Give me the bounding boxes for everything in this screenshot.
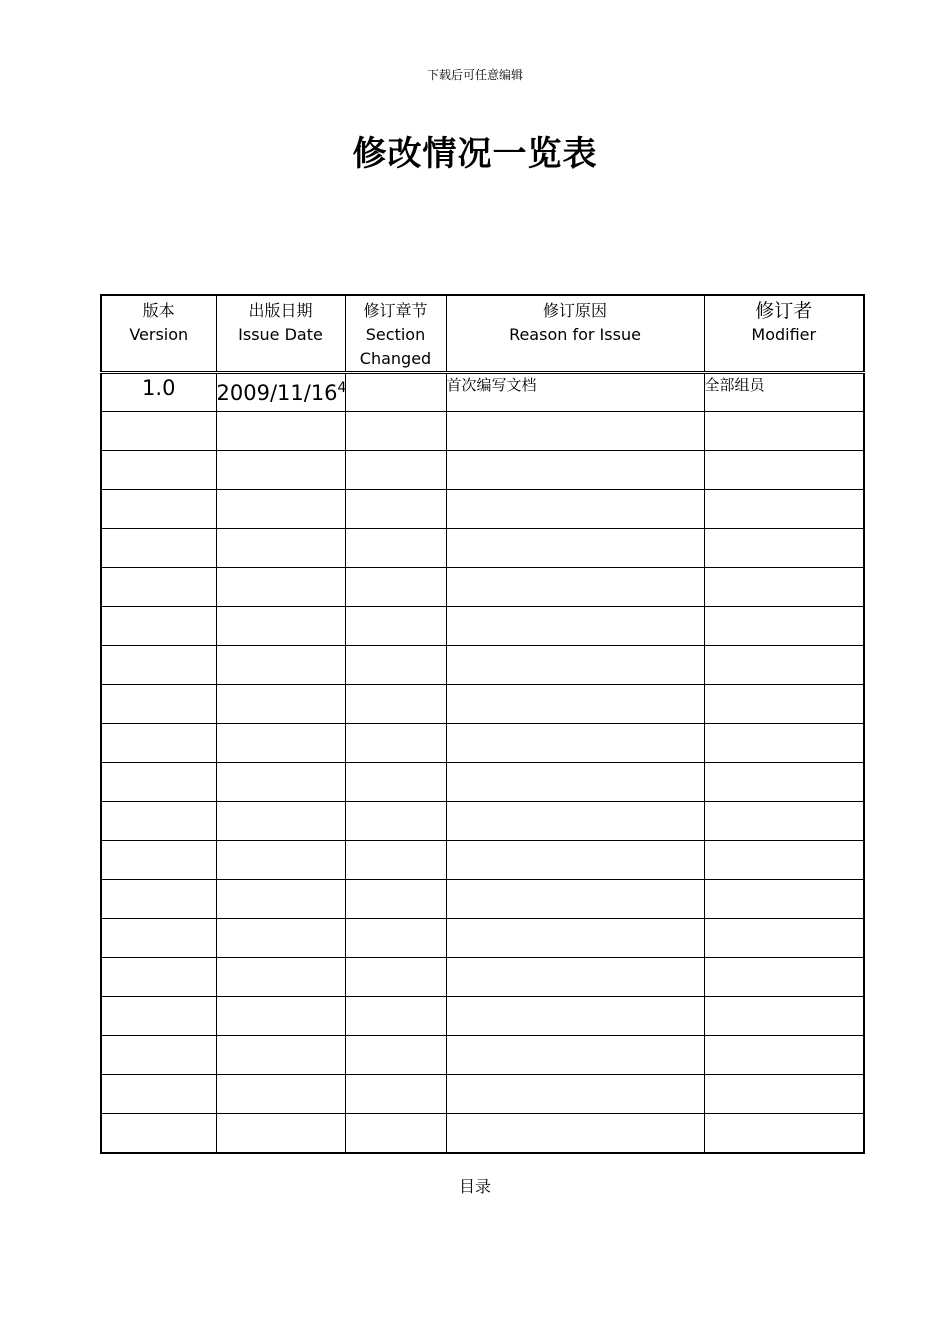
table-cell: [446, 451, 704, 490]
header-reason: 修订原因 Reason for Issue: [446, 295, 704, 373]
table-cell: [704, 685, 864, 724]
table-cell: [704, 607, 864, 646]
table-cell: [446, 412, 704, 451]
table-cell: [216, 685, 345, 724]
table-row-empty: [101, 568, 864, 607]
table-cell: [345, 529, 446, 568]
table-cell: [704, 451, 864, 490]
table-cell: [704, 841, 864, 880]
table-cell: [216, 490, 345, 529]
table-cell: [446, 1075, 704, 1114]
table-cell: [446, 724, 704, 763]
table-cell: [345, 919, 446, 958]
table-cell: [704, 997, 864, 1036]
header-note: 下载后可任意编辑: [426, 68, 523, 82]
table-row-empty: [101, 685, 864, 724]
table-cell: [345, 568, 446, 607]
page-title: 修改情况一览表: [352, 134, 598, 174]
table-cell: [345, 646, 446, 685]
header-issue-date: 出版日期 Issue Date: [216, 295, 345, 373]
table-cell: [101, 958, 216, 997]
table-cell: [704, 1036, 864, 1075]
table-cell: [446, 1036, 704, 1075]
table-cell: [446, 763, 704, 802]
table-cell: [345, 802, 446, 841]
table-cell: [446, 607, 704, 646]
cell-date: $2009/11/16^4$: [216, 373, 345, 412]
cell-version: 1.0: [101, 373, 216, 412]
table-cell: [101, 568, 216, 607]
table-row-empty: [101, 997, 864, 1036]
table-cell: [345, 880, 446, 919]
table-cell: [704, 1075, 864, 1114]
table-cell: [216, 997, 345, 1036]
table-cell: [345, 1114, 446, 1153]
table-cell: [216, 1036, 345, 1075]
table-cell: [446, 802, 704, 841]
table-cell: [216, 841, 345, 880]
table-cell: [446, 685, 704, 724]
table-cell: [101, 646, 216, 685]
cell-reason: 首次编写文档: [446, 373, 704, 412]
table-cell: [446, 841, 704, 880]
table-row-empty: [101, 802, 864, 841]
table-cell: [101, 841, 216, 880]
table-cell: [216, 568, 345, 607]
table-cell: [704, 646, 864, 685]
table-cell: [345, 841, 446, 880]
table-row-empty: [101, 919, 864, 958]
header-modifier: 修订者 Modifier: [704, 295, 864, 373]
table-cell: [345, 724, 446, 763]
footer-toc-label: 目录: [458, 1177, 491, 1196]
table-cell: [446, 1114, 704, 1153]
table-row-empty: [101, 529, 864, 568]
table-cell: [704, 529, 864, 568]
table-cell: [216, 529, 345, 568]
table-cell: [216, 1075, 345, 1114]
table-cell: [345, 412, 446, 451]
table-row-empty: [101, 841, 864, 880]
table-cell: [704, 958, 864, 997]
header-version: 版本 Version: [101, 295, 216, 373]
table-cell: [216, 646, 345, 685]
table-cell: [216, 958, 345, 997]
table-row-empty: [101, 724, 864, 763]
header-section-changed: 修订章节 Section Changed: [345, 295, 446, 373]
table-cell: [101, 919, 216, 958]
table-cell: [446, 997, 704, 1036]
table-cell: [345, 763, 446, 802]
table-cell: [216, 607, 345, 646]
table-row-empty: [101, 607, 864, 646]
table-cell: [446, 490, 704, 529]
table-cell: [216, 802, 345, 841]
table-row-empty: [101, 880, 864, 919]
table-cell: [101, 451, 216, 490]
table-cell: [446, 958, 704, 997]
table-row-empty: [101, 1075, 864, 1114]
table-row: [101, 373, 864, 412]
table-cell: [345, 1036, 446, 1075]
table-cell: [216, 880, 345, 919]
table-cell: [446, 529, 704, 568]
table-cell: [101, 1114, 216, 1153]
table-cell: [345, 490, 446, 529]
table-cell: [704, 919, 864, 958]
table-cell: [704, 1114, 864, 1153]
table-header-row: [101, 295, 864, 373]
table-cell: [101, 412, 216, 451]
table-cell: [446, 568, 704, 607]
table-cell: [101, 724, 216, 763]
table-cell: [216, 919, 345, 958]
table-cell: [216, 724, 345, 763]
table-cell: [704, 490, 864, 529]
table-cell: [101, 880, 216, 919]
table-row-empty: [101, 763, 864, 802]
table-cell: [216, 763, 345, 802]
table-row-empty: [101, 412, 864, 451]
table-row-empty: [101, 1114, 864, 1153]
table-cell: [704, 568, 864, 607]
table-cell: [101, 763, 216, 802]
table-cell: [704, 763, 864, 802]
table-cell: [101, 802, 216, 841]
table-cell: [345, 958, 446, 997]
table-row-empty: [101, 451, 864, 490]
table-cell: [704, 412, 864, 451]
table-cell: [101, 1075, 216, 1114]
table-cell: [446, 646, 704, 685]
cell-section: [345, 373, 446, 412]
table-cell: [216, 1114, 345, 1153]
cell-modifier: 全部组员: [704, 373, 864, 412]
table-cell: [101, 607, 216, 646]
table-row-empty: [101, 646, 864, 685]
table-cell: [101, 529, 216, 568]
table-row-empty: [101, 490, 864, 529]
table-row-empty: [101, 1036, 864, 1075]
table-cell: [216, 412, 345, 451]
table-cell: [101, 1036, 216, 1075]
table-cell: [101, 490, 216, 529]
table-cell: [345, 1075, 446, 1114]
table-cell: [216, 451, 345, 490]
table-cell: [101, 685, 216, 724]
table-cell: [345, 685, 446, 724]
table-row-empty: [101, 958, 864, 997]
table-cell: [704, 802, 864, 841]
table-cell: [446, 919, 704, 958]
table-cell: [345, 607, 446, 646]
date-superscript: 4: [337, 380, 347, 396]
table-cell: [345, 997, 446, 1036]
revision-table: [100, 294, 865, 1154]
table-cell: [704, 724, 864, 763]
table-cell: [446, 880, 704, 919]
table-cell: [101, 997, 216, 1036]
table-cell: [345, 451, 446, 490]
table-cell: [704, 880, 864, 919]
